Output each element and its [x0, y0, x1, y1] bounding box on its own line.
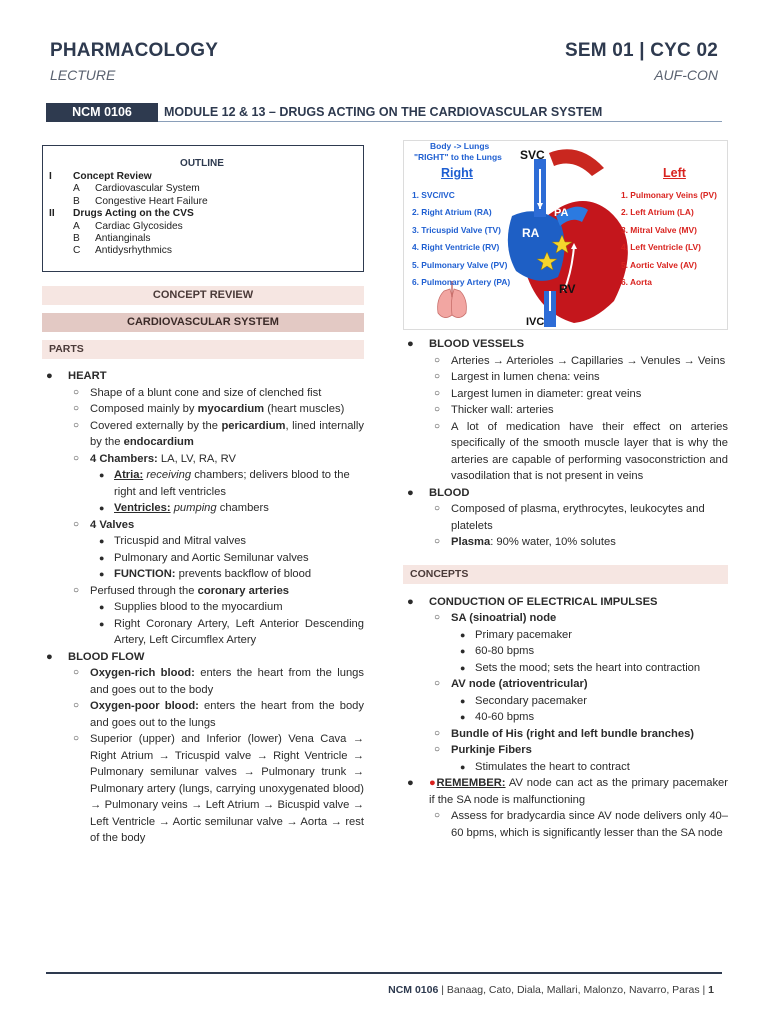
list-item: ● Secondary pacemaker [460, 694, 587, 707]
list-item: ● Sets the mood; sets the heart into contraction [460, 661, 701, 674]
fig-left-title: Left [663, 166, 686, 180]
outline-item-label: Antianginals [95, 233, 151, 245]
list-item: ● Supplies blood to the myocardium [99, 601, 283, 613]
outline-item-number: B [73, 233, 80, 245]
outline-item [49, 183, 355, 195]
list-item: ○ 4 Valves [73, 518, 135, 531]
outline-item-label: Drugs Acting on the CVS [73, 208, 194, 220]
fig-left-list-item: 4. Left Ventricle (LV) [621, 242, 701, 253]
list-item: ○ Oxygen-rich blood: enters the heart from the lungs and goes out to the body [73, 667, 364, 696]
list-item: ● 60-80 bpms [460, 645, 535, 657]
list-item: ○ Bundle of His (right and left bundle branches) [434, 727, 695, 740]
course-subtitle: LECTURE [50, 67, 116, 83]
outline-item-label: Concept Review [73, 171, 152, 182]
list-item: ● BLOOD [407, 486, 470, 499]
module-code: NCM 0106 [46, 103, 158, 122]
outline-item [49, 245, 355, 257]
outline-item [49, 196, 355, 208]
heart-notes [42, 368, 364, 847]
list-item: ● Right Coronary Artery, Left Anterior Descending Artery, Left Circumflex Artery [99, 617, 364, 646]
fig-left-list-item: 2. Left Atrium (LA) [621, 207, 694, 218]
list-item: ○ Covered externally by the pericardium, lined internally by the endocardium [73, 419, 364, 448]
page-number: 1 [708, 984, 714, 996]
outline-item [49, 221, 355, 233]
outline-item-number: A [73, 183, 80, 195]
section-parts: PARTS [42, 340, 364, 359]
list-item: ○ Oxygen-poor blood: enters the heart from the body and goes out to the lungs [73, 700, 364, 729]
semester-cycle: SEM 01 | CYC 02 [565, 40, 718, 61]
outline-title: OUTLINE [180, 158, 224, 169]
outline-item-number: B [73, 195, 80, 207]
section-cardiovascular-system: CARDIOVASCULAR SYSTEM [42, 313, 364, 332]
fig-right-list-item: 4. Right Ventricle (RV) [412, 242, 500, 253]
list-item: ● Atria: receiving chambers; delivers blood to the right and left ventricles [99, 469, 350, 498]
list-item: ● ●REMEMBER: AV node can act as the primary pacemaker if the SA node is malfunctioning [407, 777, 728, 806]
fig-left-list [621, 187, 717, 291]
institution: AUF-CON [654, 67, 718, 83]
fig-note-1: Body -> Lungs [430, 141, 490, 151]
left-column [42, 145, 364, 847]
fig-svc: SVC [520, 148, 545, 162]
header-right [565, 40, 718, 83]
fig-right-list-item: 3. Tricuspid Valve (TV) [412, 224, 501, 235]
fig-left-list-item: 1. Pulmonary Veins (PV) [621, 190, 717, 200]
right-column [403, 140, 728, 841]
fig-left-list-item: 3. Mitral Valve (MV) [621, 224, 697, 235]
list-item: ● 40-60 bpms [460, 711, 535, 723]
conduction-notes [403, 594, 728, 842]
list-item: ○ Superior (upper) and Inferior (lower) Vena Cava → Right Atrium → Tricuspid valve → Right Ventricle → Pulmonary semilunar valves → Pulmonary trunk → Pulmonary artery (lungs, carrying unoxygenated blood) → Pulmonary veins → Left Atrium → Bicuspid valve → Left Ventricle → Aortic semilunar valve → Aorta → rest of the body [73, 733, 364, 844]
outline-item [49, 171, 355, 183]
list-item: ○ Largest lumen in diameter: great veins [434, 387, 642, 400]
fig-note-2: "RIGHT" to the Lungs [414, 152, 502, 162]
fig-right-title: Right [441, 166, 473, 180]
list-item: ● Stimulates the heart to contract [460, 760, 630, 773]
section-concept-review: CONCEPT REVIEW [42, 286, 364, 305]
fig-rv: RV [559, 282, 576, 296]
outline-list [49, 171, 355, 258]
fig-ivc: IVC [526, 316, 545, 328]
pin-icon: ● [429, 777, 437, 789]
list-item: ○ 4 Chambers: LA, LV, RA, RV [73, 452, 236, 465]
list-item: ● Tricuspid and Mitral valves [99, 535, 247, 547]
list-item: ○ Arteries → Arterioles → Capillaries → Venules → Veins [434, 354, 726, 367]
list-item: ○ Plasma: 90% water, 10% solutes [434, 536, 616, 548]
section-concepts: CONCEPTS [403, 565, 728, 584]
fig-left-list-item: 6. Aorta [621, 277, 652, 288]
list-item: ○ Composed mainly by myocardium (heart muscles) [73, 403, 345, 415]
outline-item-label: Cardiac Glycosides [95, 220, 183, 232]
vessels-blood-notes [403, 336, 728, 551]
outline-box [42, 145, 364, 272]
list-item: ● Ventricles: pumping chambers [99, 502, 269, 514]
list-item: ● CONDUCTION OF ELECTRICAL IMPULSES [407, 595, 658, 608]
list-item: ○ Shape of a blunt cone and size of clenched fist [73, 386, 322, 399]
fig-right-list-item: 1. SVC/IVC [412, 190, 455, 200]
list-item: ● BLOOD VESSELS [407, 338, 525, 350]
list-item: ○ Composed of plasma, erythrocytes, leukocytes and platelets [434, 503, 705, 532]
module-title: MODULE 12 & 13 – DRUGS ACTING ON THE CARDIOVASCULAR SYSTEM [164, 105, 603, 119]
fig-right-list-item: 6. Pulmonary Artery (PA) [412, 277, 511, 288]
outline-item-number: A [73, 220, 80, 232]
outline-item-number: C [73, 245, 81, 257]
page-footer [388, 984, 714, 996]
outline-item-label: Congestive Heart Failure [95, 195, 208, 207]
outline-item-label: Antidysrhythmics [95, 245, 172, 257]
header-left [50, 40, 218, 83]
module-bar [46, 103, 722, 122]
list-item: ● Pulmonary and Aortic Semilunar valves [99, 551, 309, 564]
outline-item [49, 233, 355, 245]
list-item: ○ A lot of medication have their effect on arteries specifically of the smooth muscle layer that is why the arteries are capable of performing vasoconstriction and vasodilation that is not present in veins [434, 420, 728, 482]
outline-item-number: I [49, 171, 52, 182]
list-item: ● FUNCTION: prevents backflow of blood [99, 568, 312, 580]
list-item: ○ Assess for bradycardia since AV node delivers only 40–60 bpms, which is significantly lesser than the SA node [434, 810, 728, 839]
fig-ra: RA [522, 226, 540, 240]
list-item: ○ Perfused through the coronary arteries [73, 584, 290, 597]
outline-item-label: Cardiovascular System [95, 183, 200, 195]
list-item: ● Primary pacemaker [460, 628, 572, 641]
list-item: ○ SA (sinoatrial) node [434, 612, 557, 624]
outline-item [49, 208, 355, 220]
course-title: PHARMACOLOGY [50, 40, 219, 61]
list-item: ○ Purkinje Fibers [434, 744, 532, 756]
list-item: ○ Largest in lumen chena: veins [434, 371, 600, 383]
footer-authors: | Banaag, Cato, Diala, Mallari, Malonzo, Navarro, Paras | [438, 984, 709, 996]
fig-pa: PA [554, 207, 569, 219]
list-item: ○ AV node (atrioventricular) [434, 678, 588, 690]
heart-diagram [403, 140, 728, 330]
list-item: ● HEART [46, 370, 107, 382]
footer-code: NCM 0106 [388, 984, 439, 996]
list-item: ○ Thicker wall: arteries [434, 404, 554, 416]
page-header [50, 40, 718, 86]
fig-right-list [412, 187, 510, 291]
fig-right-list-item: 2. Right Atrium (RA) [412, 207, 492, 218]
fig-right-list-item: 5. Pulmonary Valve (PV) [412, 259, 508, 270]
outline-item-number: II [49, 208, 55, 220]
fig-left-list-item: 5. Aortic Valve (AV) [621, 259, 697, 270]
footer-divider [46, 972, 722, 974]
list-item: ● BLOOD FLOW [46, 650, 145, 663]
